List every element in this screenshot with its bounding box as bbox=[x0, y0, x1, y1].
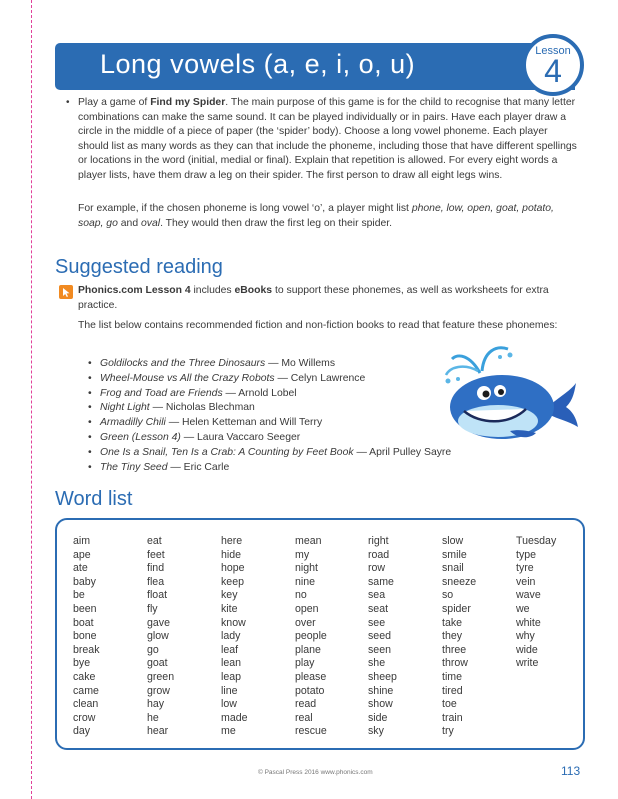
word-item: tired bbox=[442, 684, 463, 697]
bullet: • bbox=[66, 97, 70, 108]
word-item: no bbox=[295, 589, 307, 602]
word-item: me bbox=[221, 725, 236, 738]
word-item: mean bbox=[295, 535, 322, 547]
suggested-reading-heading: Suggested reading bbox=[55, 256, 223, 278]
list-intro-paragraph: The list below contains recommended fiction and non-fiction books to read that feature these phonemes: bbox=[78, 320, 558, 331]
word-item: here bbox=[221, 535, 243, 547]
word-item: we bbox=[516, 602, 530, 615]
word-item: right bbox=[368, 535, 389, 547]
word-item: take bbox=[442, 616, 463, 629]
word-item: road bbox=[368, 548, 390, 561]
list-item: • Frog and Toad are Friends — Arnold Lobel bbox=[100, 387, 451, 402]
word-item: snail bbox=[442, 562, 464, 575]
word-item: break bbox=[73, 643, 100, 656]
word-item: leap bbox=[221, 670, 242, 683]
word-item: night bbox=[295, 562, 318, 575]
word-item: she bbox=[368, 657, 386, 670]
word-item: toe bbox=[442, 698, 457, 711]
word-item: wave bbox=[516, 589, 541, 602]
word-item: made bbox=[221, 711, 248, 724]
word-item: seat bbox=[368, 602, 389, 615]
page-title: Long vowels (a, e, i, o, u) bbox=[100, 49, 416, 79]
word-item: day bbox=[73, 725, 91, 738]
word-item: cake bbox=[73, 670, 96, 683]
word-item: ate bbox=[73, 562, 88, 575]
lesson-badge bbox=[522, 34, 584, 96]
cursor-icon bbox=[59, 285, 73, 299]
word-item: lean bbox=[221, 657, 242, 670]
word-item: came bbox=[73, 684, 99, 697]
example-paragraph: For example, if the chosen phoneme is long vowel ‘o’, a player might list phone, low, open, goat, potato, soap, go and oval. They would then draw the first leg on their spider. bbox=[78, 203, 554, 229]
lesson-number: 4 bbox=[544, 53, 562, 89]
word-item: white bbox=[516, 616, 541, 629]
word-item: side bbox=[368, 711, 388, 724]
word-item: ape bbox=[73, 548, 91, 561]
word-item: hear bbox=[147, 725, 169, 738]
word-item: slow bbox=[442, 535, 464, 547]
word-item: keep bbox=[221, 575, 244, 588]
word-item: eat bbox=[147, 535, 162, 547]
word-item: smile bbox=[442, 548, 467, 561]
list-item: • One Is a Snail, Ten Is a Crab: A Counting by Feet Book — April Pulley Sayre bbox=[100, 446, 451, 461]
page-margin-line bbox=[31, 0, 32, 799]
word-column bbox=[147, 535, 174, 739]
word-item: fly bbox=[147, 602, 158, 615]
word-item: write bbox=[516, 657, 539, 670]
word-item: goat bbox=[147, 657, 168, 670]
word-column bbox=[442, 535, 476, 739]
word-item: so bbox=[442, 589, 454, 602]
word-item: time bbox=[442, 670, 463, 683]
word-item: they bbox=[442, 630, 463, 643]
word-item: sea bbox=[368, 589, 386, 602]
word-item: rescue bbox=[295, 725, 327, 738]
word-column bbox=[516, 535, 556, 671]
game-name: Find my Spider bbox=[150, 97, 226, 108]
word-item: please bbox=[295, 670, 327, 683]
word-item: throw bbox=[442, 657, 468, 670]
word-item: play bbox=[295, 657, 315, 670]
list-item: • Armadilly Chili — Helen Ketteman and Will Terry bbox=[100, 416, 451, 431]
word-column bbox=[368, 535, 397, 739]
ebooks-paragraph: Phonics.com Lesson 4 includes eBooks to support these phonemes, as well as worksheets for extra practice. bbox=[78, 285, 549, 311]
word-item: be bbox=[73, 589, 85, 602]
word-item: green bbox=[147, 670, 175, 683]
word-item: three bbox=[442, 643, 467, 656]
word-item: clean bbox=[73, 698, 99, 711]
word-item: bye bbox=[73, 657, 91, 670]
word-item: seen bbox=[368, 643, 391, 656]
word-item: line bbox=[221, 684, 238, 697]
word-item: over bbox=[295, 616, 316, 629]
list-item: • Wheel-Mouse vs All the Crazy Robots — Celyn Lawrence bbox=[100, 372, 451, 387]
word-item: try bbox=[442, 725, 454, 738]
word-item: hope bbox=[221, 562, 245, 575]
word-item: same bbox=[368, 575, 394, 588]
word-item: spider bbox=[442, 602, 471, 615]
word-item: vein bbox=[516, 575, 536, 588]
word-item: tyre bbox=[516, 562, 534, 575]
word-item: real bbox=[295, 711, 313, 724]
word-item: type bbox=[516, 548, 537, 561]
word-item: people bbox=[295, 630, 327, 643]
word-item: train bbox=[442, 711, 463, 724]
word-item: see bbox=[368, 616, 386, 629]
list-item: • Goldilocks and the Three Dinosaurs — Mo Willems bbox=[100, 357, 451, 372]
word-item: hide bbox=[221, 548, 242, 561]
word-item: seed bbox=[368, 630, 391, 643]
word-column bbox=[73, 535, 100, 739]
word-item: key bbox=[221, 589, 238, 602]
whale-illustration bbox=[440, 335, 580, 445]
word-item: aim bbox=[73, 535, 91, 547]
word-item: flea bbox=[147, 575, 165, 588]
word-item: open bbox=[295, 602, 319, 615]
word-item: find bbox=[147, 562, 165, 575]
word-column bbox=[221, 535, 248, 739]
intro-paragraph: • Play a game of Find my Spider. The main purpose of this game is for the child to recognise that many letter combinations can make the same sound. It can be played individually or in pairs. Have each player draw a circle in the middle of a piece of paper (the ‘spider’ body). Choose a long vowel phoneme. Each player should list as many words as they can that include the phoneme, including those that have different spellings or locations in the word (initial, medial or final). Explain that repetition is allowed. For every eight words a player lists, have them draw a leg on their spider. The first person to draw all eight legs wins. bbox=[66, 97, 577, 181]
word-item: my bbox=[295, 548, 310, 561]
list-item: • Night Light — Nicholas Blechman bbox=[100, 401, 451, 416]
word-item: gave bbox=[147, 616, 170, 629]
list-item: • Green (Lesson 4) — Laura Vaccaro Seeger bbox=[100, 431, 451, 446]
word-item: low bbox=[221, 698, 237, 711]
word-item: go bbox=[147, 643, 159, 656]
word-item: glow bbox=[147, 630, 169, 643]
word-item: crow bbox=[73, 711, 96, 724]
word-item: float bbox=[147, 589, 168, 602]
word-item: hay bbox=[147, 698, 165, 711]
word-item: grow bbox=[147, 684, 170, 697]
word-item: sneeze bbox=[442, 575, 477, 588]
word-item: Tuesday bbox=[516, 535, 557, 547]
book-list bbox=[100, 357, 451, 475]
word-item: row bbox=[368, 562, 386, 575]
word-item: baby bbox=[73, 575, 96, 588]
word-item: been bbox=[73, 602, 97, 615]
word-item: leaf bbox=[221, 643, 239, 656]
word-item: kite bbox=[221, 602, 238, 615]
page-number: 113 bbox=[561, 764, 581, 778]
word-item: he bbox=[147, 711, 159, 724]
word-item: wide bbox=[516, 643, 538, 656]
word-item: lady bbox=[221, 630, 241, 643]
word-item: why bbox=[516, 630, 535, 643]
word-list-heading: Word list bbox=[55, 488, 133, 510]
word-item: bone bbox=[73, 630, 97, 643]
footer-copyright: © Pascal Press 2016 www.phonics.com bbox=[258, 769, 373, 776]
word-item: read bbox=[295, 698, 317, 711]
word-item: shine bbox=[368, 684, 394, 697]
word-item: show bbox=[368, 698, 393, 711]
word-item: know bbox=[221, 616, 246, 629]
word-item: nine bbox=[295, 575, 316, 588]
word-item: plane bbox=[295, 643, 321, 656]
word-item: sheep bbox=[368, 670, 397, 683]
word-item: boat bbox=[73, 616, 94, 629]
lesson-label: Lesson bbox=[535, 45, 571, 57]
word-item: potato bbox=[295, 684, 325, 697]
word-item: sky bbox=[368, 725, 384, 738]
list-item: • The Tiny Seed — Eric Carle bbox=[100, 461, 451, 476]
word-item: feet bbox=[147, 548, 165, 561]
word-column bbox=[295, 535, 327, 739]
